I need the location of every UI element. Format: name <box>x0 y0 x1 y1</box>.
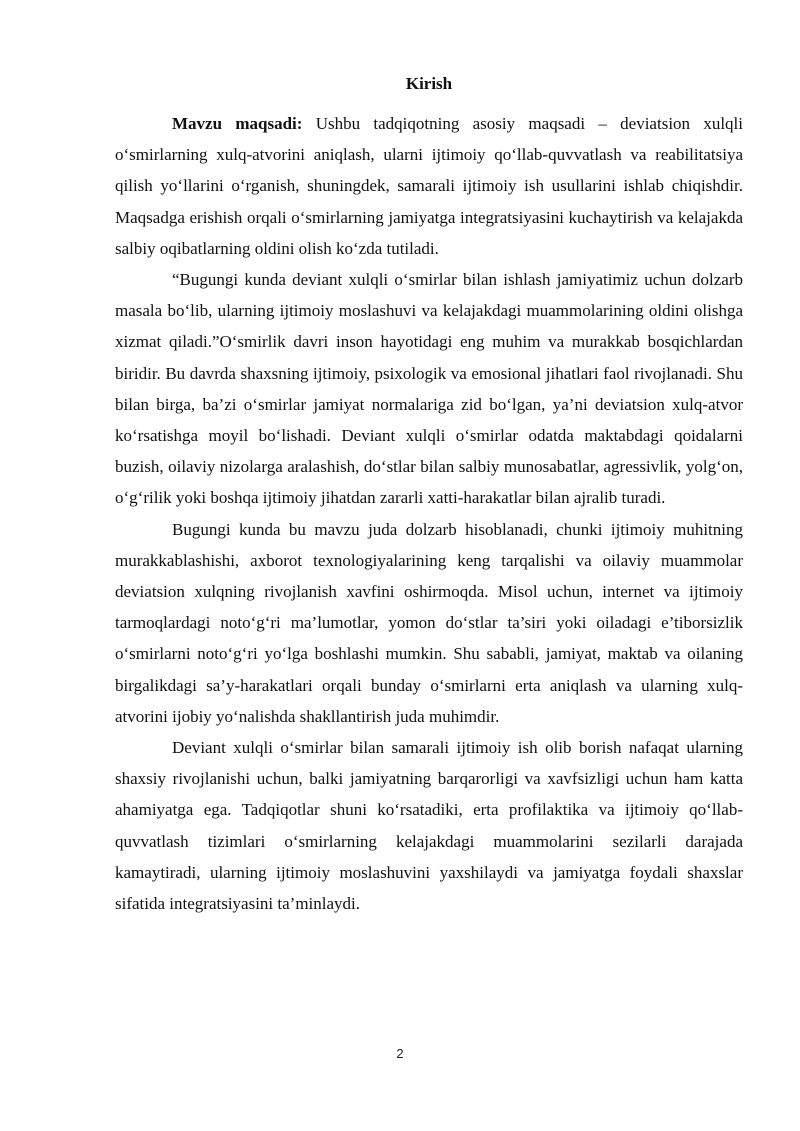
paragraph-today: Bugungi kunda bu mavzu juda dolzarb hisoblanadi, chunki ijtimoiy muhitning murakkablashishi, axborot texnologiyalarining keng tarqalishi va oilaviy muammolar deviatsion xulqning rivojlanish xavfini oshirmoqda. Misol uchun, internet va ijtimoiy tarmoqlardagi noto‘g‘ri ma’lumotlar, yomon do‘stlar ta’siri yoki oiladagi e’tiborsizlik o‘smirlarni noto‘g‘ri yo‘lga boshlashi mumkin. Shu sababli, jamiyat, maktab va oilaning birgalikdagi sa’y-harakatlari orqali bunday o‘smirlarni erta aniqlash va ularning xulq-atvorini ijobiy yo‘nalishda shakllantirish juda muhimdir. <box>115 519 743 726</box>
section-title: Kirish <box>405 74 453 93</box>
document-page <box>115 72 743 919</box>
paragraph-purpose <box>115 108 743 264</box>
purpose-lead: Mavzu maqsadi: <box>172 114 303 133</box>
page-number: 2 <box>396 1046 404 1061</box>
paragraph-relevance: “Bugungi kunda deviant xulqli o‘smirlar bilan ishlash jamiyatimiz uchun dolzarb masala bo‘lib, ularning ijtimoiy moslashuvi va kelajakdagi muammolarining oldini olishga xizmat qiladi.”O‘smirlik davri inson hayotidagi eng muhim va murakkab bosqichlardan biridir. Bu davrda shaxsning ijtimoiy, psixologik va emosional jihatlari faol rivojlanadi. Shu bilan birga, ba’zi o‘smirlar jamiyat normalariga zid bo‘lgan, ya’ni deviatsion xulq-atvor ko‘rsatishga moyil bo‘lishadi. Deviant xulqli o‘smirlar odatda maktabdagi qoidalarni buzish, oilaviy nizolarga aralashish, do‘stlar bilan salbiy munosabatlar, agressivlik, yolg‘on, o‘g‘rilik yoki boshqa ijtimoiy jihatdan zararli xatti-harakatlar bilan ajralib turadi. <box>115 270 743 508</box>
paragraph-social-work: Deviant xulqli o‘smirlar bilan samarali ijtimoiy ish olib borish nafaqat ularning shaxsiy rivojlanishi uchun, balki jamiyatning barqarorligi va xavfsizligi uchun ham katta ahamiyatga ega. Tadqiqotlar shuni ko‘rsatadiki, erta profilaktika va ijtimoiy qo‘llab-quvvatlash tizimlari o‘smirlarning kelajakdagi muammolarini sezilarli darajada kamaytiradi, ularning ijtimoiy moslashuvini yaxshilaydi va jamiyatga foydali shaxslar sifatida integratsiyasini ta’minlaydi. <box>115 738 743 914</box>
purpose-text: Ushbu tadqiqotning asosiy maqsadi – deviatsion xulqli o‘smirlarning xulq-atvorini aniqlash, ularni ijtimoiy qo‘llab-quvvatlash va reabilitatsiya qilish yo‘llarini o‘rganish, shuningdek, samarali ijtimoiy ish usullarini ishlab chiqishdir. Maqsadga erishish orqali o‘smirlarning jamiyatga integratsiyasini kuchaytirish va kelajakda salbiy oqibatlarning oldini olish ko‘zda tutiladi. <box>115 114 744 258</box>
